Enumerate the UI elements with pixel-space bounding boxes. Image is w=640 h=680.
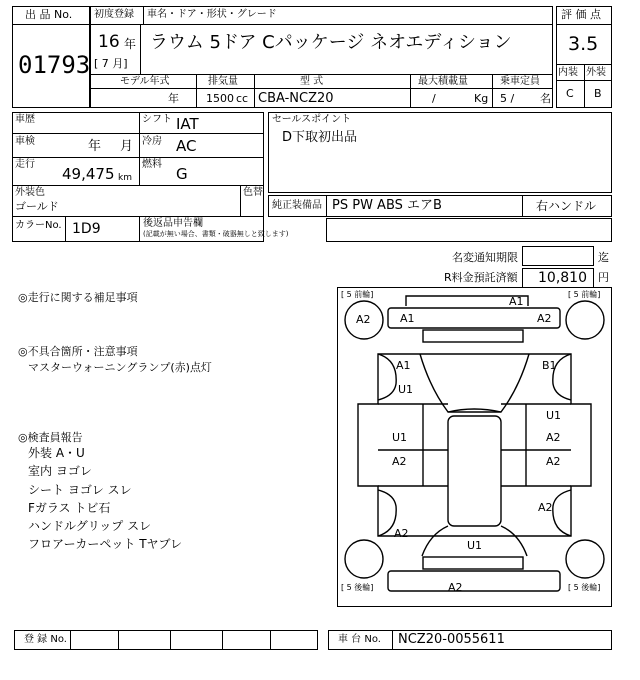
displacement: 1500 xyxy=(206,92,234,105)
inspector-line: 外装 A・U xyxy=(28,446,85,460)
lot-number-label: 出 品 No. xyxy=(25,8,73,21)
mark-front-lip-right: A2 xyxy=(537,312,552,325)
driving-notes-title: ◎走行に関する補足事項 xyxy=(18,291,138,304)
car-name-label: 車名・ドア・形状・グレード xyxy=(147,9,277,20)
first-reg-month: [ 7 月] xyxy=(94,57,128,70)
capacity-unit: 名 xyxy=(540,92,551,105)
defects-line: マスターウォーニングランプ(赤)点灯 xyxy=(28,361,212,374)
recycle-amount: 10,810 xyxy=(538,270,587,286)
mark-quarter-right: A2 xyxy=(538,501,553,514)
model-code-label: 型 式 xyxy=(300,76,324,87)
tire-rear-left-label: [ 5 後輪] xyxy=(341,583,374,592)
mark-fender-right-b1: B1 xyxy=(542,359,557,372)
inspection-year: 年 xyxy=(88,139,102,154)
shift-value: IAT xyxy=(176,115,199,133)
recycle-label: R料金預託済額 xyxy=(444,271,518,284)
model-code: CBA-NCZ20 xyxy=(258,91,334,106)
fuel-label: 燃料 xyxy=(142,159,162,170)
first-reg-year-unit: 年 xyxy=(124,37,137,51)
car-outline-drawing xyxy=(338,288,611,606)
interior-grade-label: 内装 xyxy=(558,67,578,78)
inspector-line: フロアーカーペット Tヤブレ xyxy=(28,537,183,551)
mileage-value: 49,475 xyxy=(62,165,115,183)
inspector-line: シート ヨゴレ スレ xyxy=(28,483,132,497)
sales-point: D下取初出品 xyxy=(282,130,358,145)
fuel-value: G xyxy=(176,165,188,183)
mark-door-right-a2-top: A2 xyxy=(546,431,561,444)
color-no-label: カラーNo. xyxy=(15,220,62,231)
history-label: 車歴 xyxy=(15,114,35,125)
exterior-grade: B xyxy=(594,87,602,100)
recycle-unit: 円 xyxy=(598,271,609,284)
name-change-box xyxy=(522,246,594,266)
inspector-line: ハンドルグリップ スレ xyxy=(28,519,152,533)
inspector-line: 室内 ヨゴレ xyxy=(28,464,92,478)
mark-trunk: U1 xyxy=(467,539,483,552)
first-registration-label: 初度登録 xyxy=(94,9,134,20)
inspector-title: ◎検査員報告 xyxy=(18,431,83,444)
defects-title: ◎不具合箇所・注意事項 xyxy=(18,345,138,358)
mark-door-left-u1: U1 xyxy=(392,431,408,444)
displacement-label: 排気量 xyxy=(208,76,238,87)
aftermarket-note: (記載が無い場合、書類・破器無しと致します) xyxy=(143,230,289,238)
max-load-label: 最大積載量 xyxy=(418,76,468,87)
color-change-label: 色替 xyxy=(243,187,263,198)
mark-fender-left-a1: A1 xyxy=(396,359,411,372)
shift-label: シフト xyxy=(142,114,172,125)
color-no: 1D9 xyxy=(72,221,101,237)
name-change-label: 名変通知期限 xyxy=(452,251,518,264)
sales-point-label: セールスポイント xyxy=(272,114,352,125)
model-year-label: モデル年式 xyxy=(120,76,170,87)
mileage-label: 走行 xyxy=(15,159,35,170)
model-year-unit: 年 xyxy=(168,92,179,105)
tire-front-right-label: [ 5 前輪] xyxy=(568,290,601,299)
mark-front-lip-left: A1 xyxy=(400,312,415,325)
lot-number: 01793 xyxy=(18,51,91,79)
inspection-month: 月 xyxy=(120,139,134,154)
car-name: ラウム 5ドア Cパッケージ ネオエディション xyxy=(150,32,512,53)
mark-rear-bumper: A2 xyxy=(448,581,463,594)
interior-grade: C xyxy=(566,87,574,100)
equipment: PS PW ABS エアB xyxy=(332,198,442,213)
mileage-unit: km xyxy=(118,173,132,183)
capacity: 5 / xyxy=(500,92,515,105)
blank-box xyxy=(326,218,612,242)
registration-no-label: 登 録 No. xyxy=(24,634,67,645)
chassis-no-label: 車 台 No. xyxy=(338,634,381,645)
tire-rear-right-label: [ 5 後輪] xyxy=(568,583,601,592)
displacement-unit: cc xyxy=(236,92,249,105)
mark-front-bumper: A1 xyxy=(509,295,524,308)
aircon-value: AC xyxy=(176,137,197,155)
exterior-grade-label: 外装 xyxy=(586,67,606,78)
name-change-unit: 迄 xyxy=(598,251,609,264)
mark-wheel-front-left: A2 xyxy=(356,313,371,326)
color-value: ゴールド xyxy=(15,200,59,213)
tire-front-left-label: [ 5 前輪] xyxy=(341,290,374,299)
mark-quarter-left: A2 xyxy=(394,527,409,540)
mark-door-right-a2: A2 xyxy=(546,455,561,468)
mark-door-left-a2: A2 xyxy=(392,455,407,468)
max-load: / xyxy=(432,92,436,105)
aftermarket-label: 後返品申告欄 xyxy=(143,218,203,229)
car-diagram xyxy=(337,287,612,607)
capacity-label: 乗車定員 xyxy=(500,76,540,87)
chassis-no: NCZ20-0055611 xyxy=(398,632,505,647)
steering: 右ハンドル xyxy=(536,199,597,213)
mark-door-right-u1: U1 xyxy=(546,409,562,422)
first-reg-year: 16 xyxy=(98,32,120,52)
score-label: 評 価 点 xyxy=(561,8,601,21)
equipment-label: 純正装備品 xyxy=(272,200,322,211)
inspector-line: Fガラス トビ石 xyxy=(28,501,111,515)
overall-score: 3.5 xyxy=(568,33,599,55)
color-label: 外装色 xyxy=(15,187,45,198)
max-load-unit: Kg xyxy=(474,92,489,105)
mark-fender-left-u1: U1 xyxy=(398,383,414,396)
inspection-label: 車検 xyxy=(15,136,35,147)
aircon-label: 冷房 xyxy=(142,136,162,147)
